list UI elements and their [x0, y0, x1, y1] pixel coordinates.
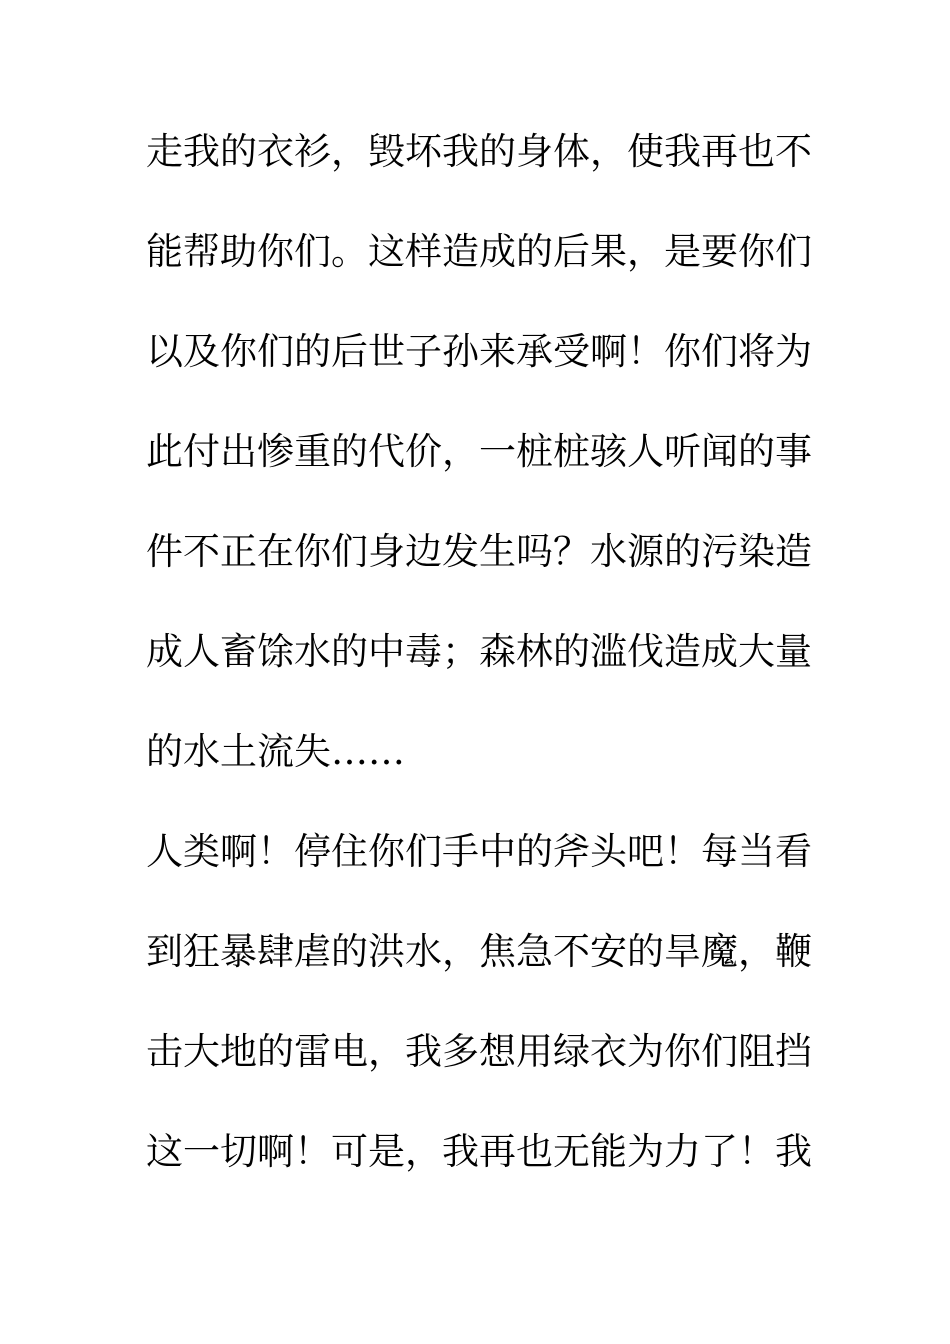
text-line: 这一切啊！可是，我再也无能为力了！我	[146, 1130, 812, 1173]
text-line: 以及你们的后世子孙来承受啊！你们将为	[146, 330, 812, 373]
text-line: 人类啊！停住你们手中的斧头吧！每当看	[146, 830, 812, 873]
text-line: 的水土流失……	[146, 730, 405, 773]
text-line: 此付出惨重的代价，一桩桩骇人听闻的事	[146, 430, 812, 473]
text-line: 击大地的雷电，我多想用绿衣为你们阻挡	[146, 1030, 812, 1073]
text-line: 走我的衣衫，毁坏我的身体，使我再也不	[146, 130, 812, 173]
text-line: 到狂暴肆虐的洪水，焦急不安的旱魔，鞭	[146, 930, 812, 973]
text-line: 件不正在你们身边发生吗？水源的污染造	[146, 530, 812, 573]
text-line: 能帮助你们。这样造成的后果，是要你们	[146, 230, 812, 273]
text-line: 成人畜馀水的中毒；森林的滥伐造成大量	[146, 630, 812, 673]
